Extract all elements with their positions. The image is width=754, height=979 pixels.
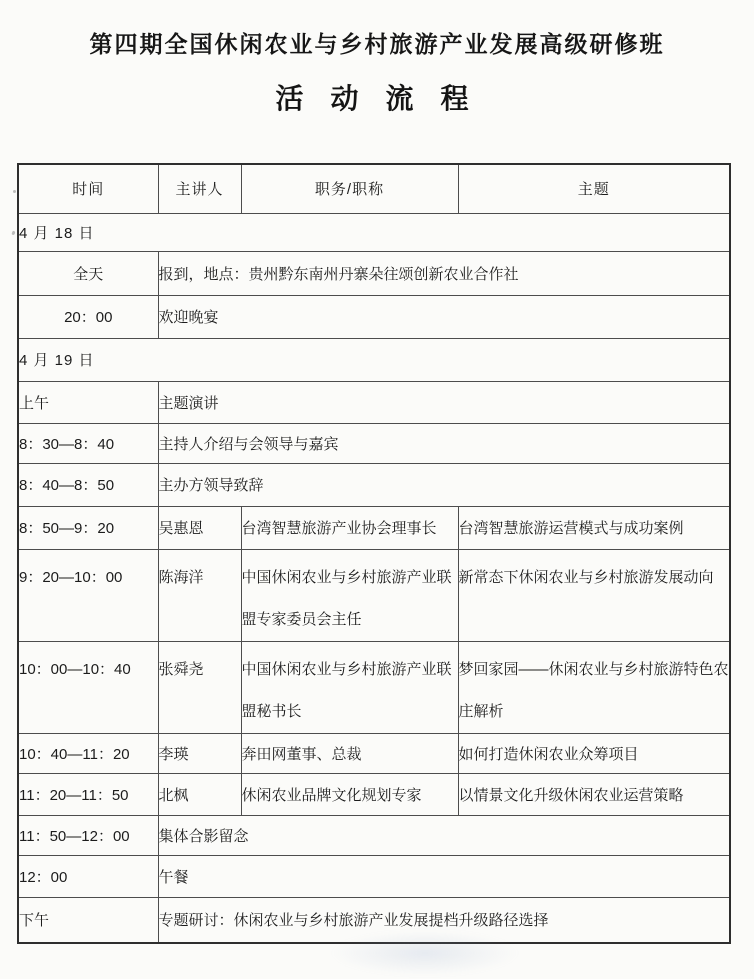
scan-speck [11, 231, 15, 236]
content-cell: 欢迎晚宴 [158, 295, 730, 338]
time-cell: 9：20—10：00 [18, 549, 158, 641]
document-subtitle: 活 动 流 程 [275, 84, 479, 115]
table-row-speaker [18, 733, 730, 773]
day-label: 4 月 18 日 [18, 213, 730, 251]
title-cell: 休闲农业品牌文化规划专家 [241, 773, 458, 815]
table-row [18, 463, 730, 506]
speaker-cell: 陈海洋 [158, 549, 241, 641]
scan-speck [13, 190, 16, 193]
time-cell: 8：50—9：20 [18, 506, 158, 549]
schedule-table [17, 163, 731, 944]
title-cell: 台湾智慧旅游产业协会理事长 [241, 506, 458, 549]
day-label: 4 月 19 日 [18, 338, 730, 381]
table-row-speaker [18, 641, 730, 733]
content-cell: 集体合影留念 [158, 815, 730, 855]
time-cell: 8：40—8：50 [18, 463, 158, 506]
content-cell: 主持人介绍与会领导与嘉宾 [158, 423, 730, 463]
col-header-speaker: 主讲人 [158, 164, 241, 213]
content-cell: 主题演讲 [158, 381, 730, 423]
topic-cell: 梦回家园——休闲农业与乡村旅游特色农庄解析 [458, 641, 730, 733]
time-cell: 12：00 [18, 855, 158, 897]
title-cell: 中国休闲农业与乡村旅游产业联盟秘书长 [241, 641, 458, 733]
table-row [18, 381, 730, 423]
content-cell: 午餐 [158, 855, 730, 897]
speaker-cell: 北枫 [158, 773, 241, 815]
time-cell: 11：20—11：50 [18, 773, 158, 815]
speaker-cell: 张舜尧 [158, 641, 241, 733]
time-cell: 8：30—8：40 [18, 423, 158, 463]
table-row-day [18, 213, 730, 251]
table-row [18, 251, 730, 295]
topic-cell: 台湾智慧旅游运营模式与成功案例 [458, 506, 730, 549]
title-cell: 中国休闲农业与乡村旅游产业联盟专家委员会主任 [241, 549, 458, 641]
speaker-cell: 李瑛 [158, 733, 241, 773]
scan-smudge [330, 930, 520, 976]
table-row [18, 295, 730, 338]
table-row-speaker [18, 773, 730, 815]
table-header-row [18, 164, 730, 213]
time-cell: 全天 [18, 251, 158, 295]
topic-cell: 以情景文化升级休闲农业运营策略 [458, 773, 730, 815]
content-cell: 专题研讨：休闲农业与乡村旅游产业发展提档升级路径选择 [158, 897, 730, 943]
col-header-time: 时间 [18, 164, 158, 213]
col-header-title: 职务/职称 [241, 164, 458, 213]
topic-cell: 如何打造休闲农业众筹项目 [458, 733, 730, 773]
content-cell: 报到，地点：贵州黔东南州丹寨朵往颂创新农业合作社 [158, 251, 730, 295]
table-row-speaker [18, 506, 730, 549]
table-row [18, 423, 730, 463]
time-cell: 上午 [18, 381, 158, 423]
table-row-day [18, 338, 730, 381]
time-cell: 下午 [18, 897, 158, 943]
col-header-topic: 主题 [458, 164, 730, 213]
content-cell: 主办方领导致辞 [158, 463, 730, 506]
time-cell: 10：40—11：20 [18, 733, 158, 773]
table-row-speaker [18, 549, 730, 641]
topic-cell: 新常态下休闲农业与乡村旅游发展动向 [458, 549, 730, 641]
time-cell: 10：00—10：40 [18, 641, 158, 733]
document-title: 第四期全国休闲农业与乡村旅游产业发展高级研修班 [89, 32, 665, 57]
title-cell: 奔田网董事、总裁 [241, 733, 458, 773]
speaker-cell: 吴惠恩 [158, 506, 241, 549]
table-row [18, 815, 730, 855]
table-row [18, 855, 730, 897]
time-cell: 11：50—12：00 [18, 815, 158, 855]
time-cell: 20：00 [18, 295, 158, 338]
